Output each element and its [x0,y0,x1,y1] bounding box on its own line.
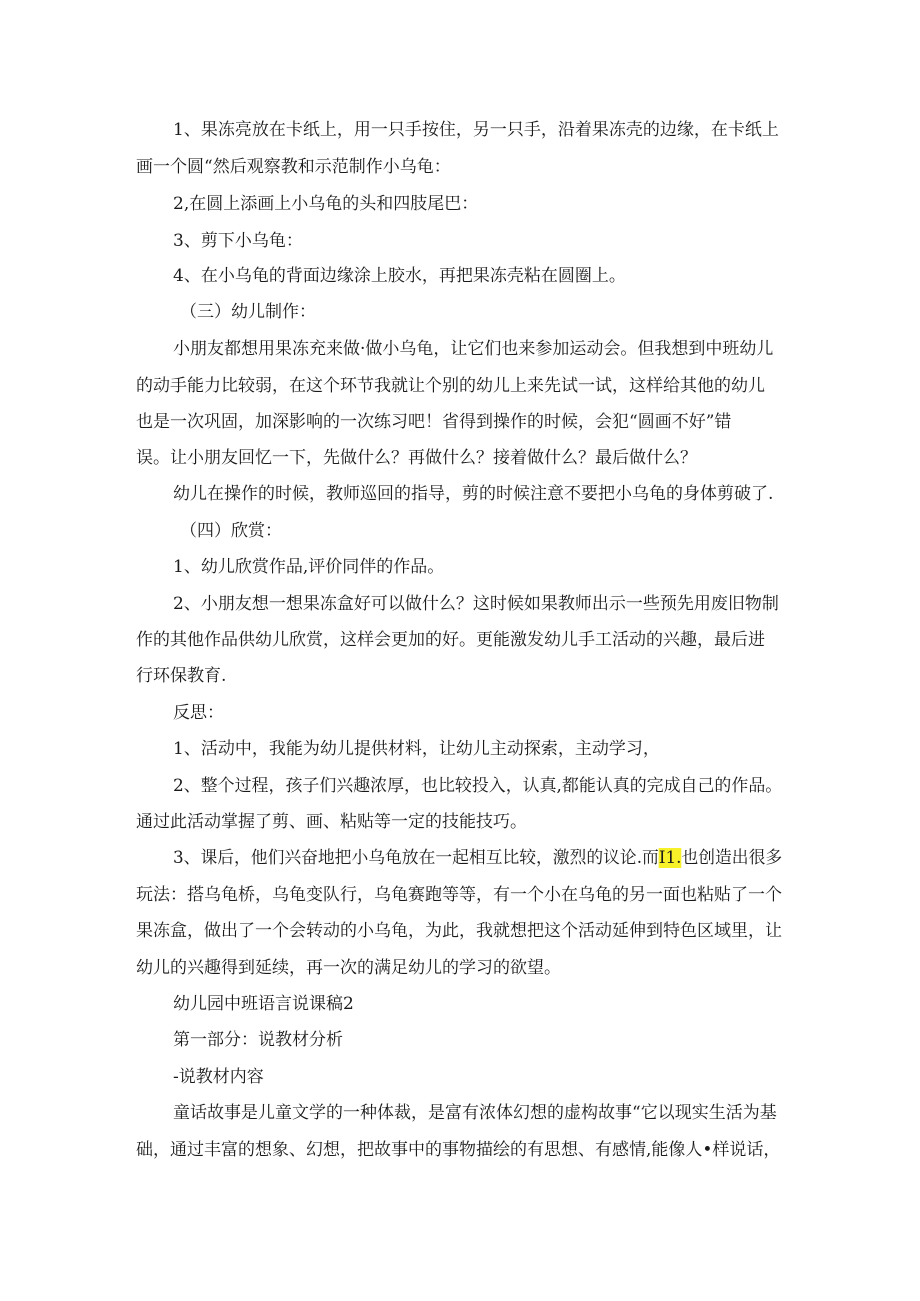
para-step1-line1: 1、果冻亮放在卡纸上，用一只手按住，另一只手，沿着果冻壳的边缘，在卡纸上 [173,120,779,140]
para-appreciate-1: 1、幼儿欣赏作品,评价同伴的作品。 [173,557,445,577]
section-heading-part1: 第一部分：说教材分析 [173,1030,343,1050]
para-step4: 4、在小乌龟的背面边缘涂上胶水，再把果冻壳粘在圆圈上。 [173,266,626,286]
para-make-line3: 也是一次巩固，加深影响的一次练习吧！省得到操作的时候，会犯“圆画不好”错 [136,412,732,432]
para-operation: 幼儿在操作的时候，教师巡回的指导，剪的时候注意不要把小乌龟的身体剪破了. [173,484,774,504]
para-fairytale-line2: 础，通过丰富的想象、幻想，把故事中的事物描绘的有思想、有感情,能像人•样说话， [136,1140,781,1160]
para-reflection-1: 1、活动中，我能为幼儿提供材料，让幼儿主动探索，主动学习， [173,739,660,759]
para-appreciate-2-line3: 行环保教育. [136,666,227,686]
para-make-line1: 小朋友都想用果冻充来做·做小乌龟，让它们也来参加运动会。但我想到中班幼儿 [173,339,774,359]
document-title-2: 幼儿园中班语言说课稿2 [173,994,354,1014]
para-step3: 3、剪下小乌龟： [173,231,303,251]
para-reflection-3-line4: 幼儿的兴趣得到延续，再一次的满足幼儿的学习的欲望。 [136,958,561,978]
highlighted-text: I1. [658,848,682,868]
section-heading-reflection: 反思： [173,703,224,723]
section-heading-appreciate: （四）欣赏： [180,521,282,541]
para-step1-line2: 画一个圆“然后观察教和示范制作小乌龟： [136,157,451,177]
section-heading-children-make: （三）幼儿制作： [180,302,316,322]
para-reflection-3-line2: 玩法：搭乌龟桥，乌龟变队行，乌龟赛跑等等，有一个小在乌龟的另一面也粘贴了一个 [136,885,782,905]
para-appreciate-2-line1: 2、小朋友想一想果冻盒好可以做什么？这时候如果教师出示一些预先用废旧物制 [173,594,779,614]
para-appreciate-2-line2: 作的其他作品供幼儿欣赏，这样会更加的好。更能激发幼儿手工活动的兴趣，最后进 [136,630,765,650]
para-step2: 2,在圆上添画上小乌龟的头和四肢尾巴： [173,194,479,214]
reflection-3-text-b: 也创造出很多 [681,848,783,868]
para-make-line4: 误。让小朋友回忆一下，先做什么？再做什么？接着做什么？最后做什么？ [136,448,697,468]
para-fairytale-line1: 童话故事是儿童文学的一种体裁，是富有浓体幻想的虚构故事“它以现实生活为基 [173,1103,777,1123]
para-make-line2: 的动手能力比较弱，在这个环节我就让个别的幼儿上来先试一试，这样给其他的幼儿 [136,376,765,396]
para-reflection-2-line1: 2、整个过程，孩子们兴趣浓厚，也比较投入，认真,都能认真的完成自己的作品。 [173,776,783,796]
subheading-content: -说教材内容 [173,1067,264,1087]
para-reflection-3-line3: 果冻盒，做出了一个会转动的小乌龟，为此，我就想把这个活动延伸到特色区域里，让 [136,921,782,941]
para-reflection-3-line1 [173,846,782,870]
reflection-3-text-a: 3、课后，他们兴奋地把小乌龟放在一起相互比较，激烈的议论.而 [173,848,659,868]
para-reflection-2-line2: 通过此活动掌握了剪、画、粘贴等一定的技能技巧。 [136,812,527,832]
